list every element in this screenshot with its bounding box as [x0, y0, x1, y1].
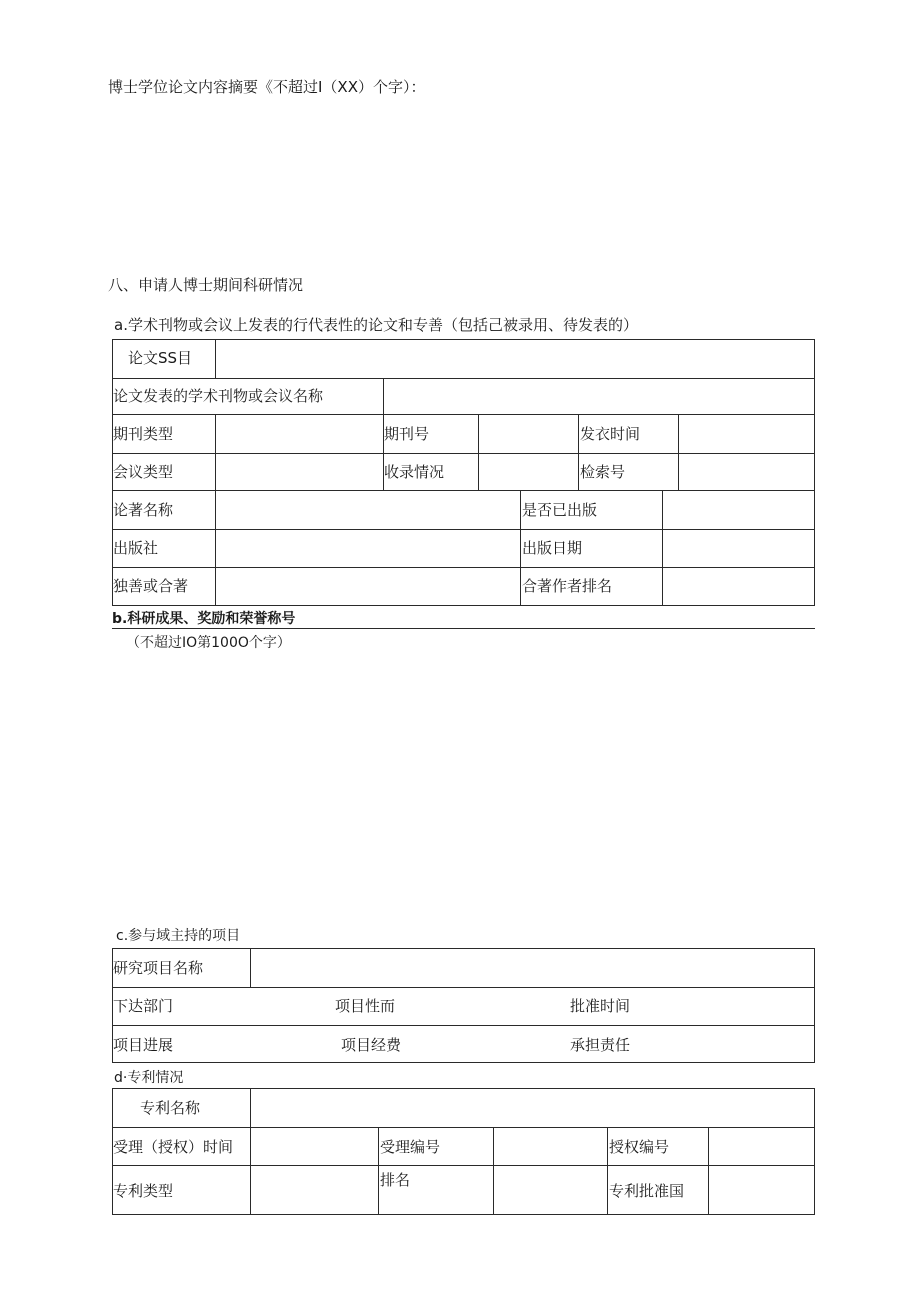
paper-title-label: 论文SS目 — [128, 349, 193, 367]
project-nature-label: 项目性而 — [335, 997, 396, 1015]
rank-label: 排名 — [380, 1171, 411, 1189]
section-d-heading: d·专利情况 — [114, 1070, 184, 1086]
progress-label: 项目进展 — [113, 1036, 174, 1054]
patent-name-label: 专利名称 — [140, 1099, 201, 1117]
publish-time-label: 发衣时间 — [580, 425, 641, 443]
section-c-heading: c.参与域主持的项目 — [116, 928, 241, 944]
section-b-divider — [112, 628, 815, 629]
country-label: 专利批准国 — [609, 1182, 685, 1200]
indexed-status-label: 收录情况 — [384, 463, 445, 481]
issue-no-label: 期刊号 — [384, 425, 430, 443]
section-b-note: （不超过IO第100O个字） — [126, 635, 291, 651]
section-b-heading: b.科研成果、奖励和荣誉称号 — [112, 611, 296, 627]
conference-type-label: 会议类型 — [113, 463, 174, 481]
section-a-heading: a.学术刊物或会议上发表的行代表性的论文和专善（包括己被录用、待发表的） — [114, 316, 638, 334]
patent-type-label: 专利类型 — [113, 1182, 174, 1200]
project-name-label: 研究项目名称 — [113, 959, 204, 977]
grant-time-label: 受理（授权）时间 — [113, 1138, 234, 1156]
index-no-label: 检索号 — [580, 463, 626, 481]
section8-heading: 八、申请人博士期间科研情况 — [108, 276, 304, 294]
venue-name-label: 论文发表的学术刊物或会议名称 — [113, 387, 324, 405]
abstract-heading: 博士学位论文内容摘要《不超过I（XX）个字）： — [108, 78, 426, 96]
solo-or-co-label: 独善或合著 — [113, 577, 189, 595]
responsibility-label: 承担责任 — [570, 1036, 631, 1054]
published-label: 是否已出版 — [522, 501, 598, 519]
book-name-label: 论著名称 — [113, 501, 174, 519]
journal-type-label: 期刊类型 — [113, 425, 174, 443]
app-no-label: 受理编号 — [380, 1138, 441, 1156]
grant-no-label: 授权编号 — [609, 1138, 670, 1156]
publisher-label: 出版社 — [113, 539, 159, 557]
funding-label: 项目经费 — [341, 1036, 402, 1054]
publish-date-label: 出版日期 — [522, 539, 583, 557]
approval-time-label: 批准时间 — [570, 997, 631, 1015]
coauthor-rank-label: 合著作者排名 — [522, 577, 613, 595]
issuing-dept-label: 下达部门 — [113, 997, 174, 1015]
